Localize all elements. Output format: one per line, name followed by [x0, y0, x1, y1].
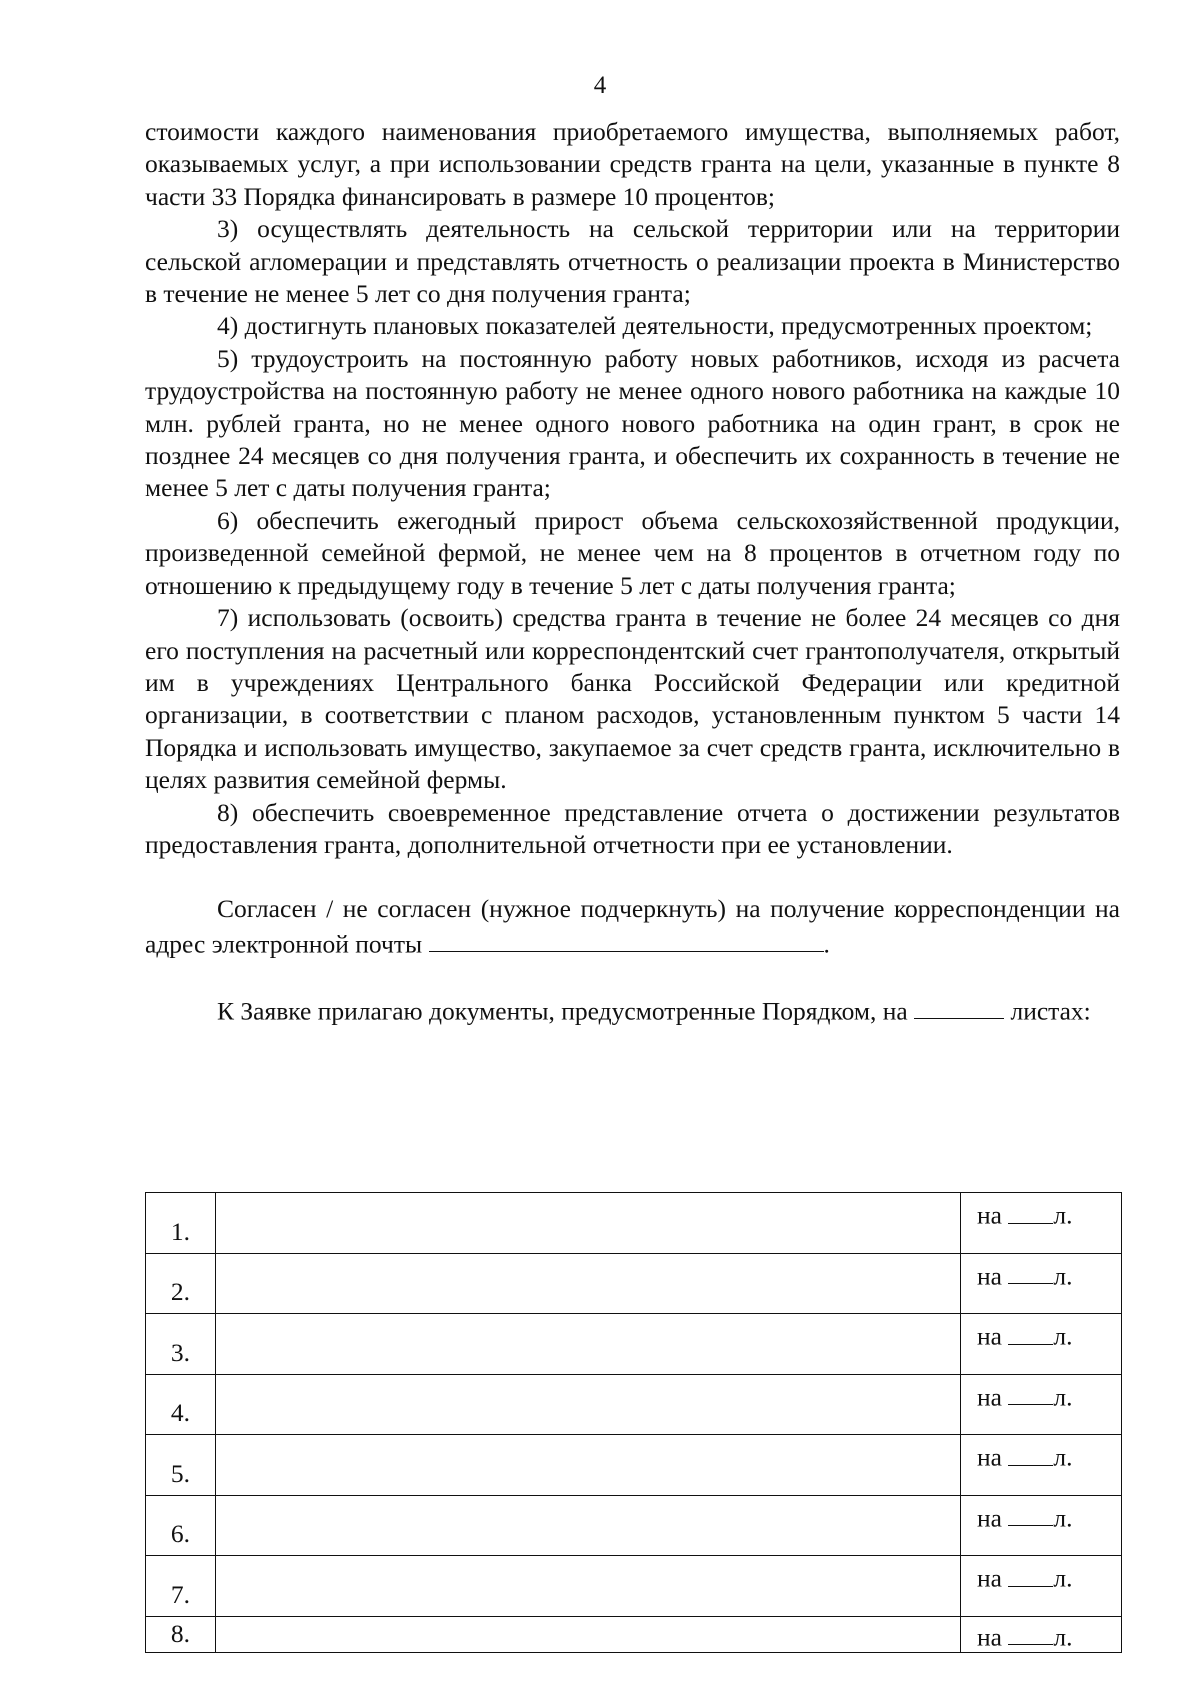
- table-row: [146, 1556, 1122, 1617]
- sheet-prefix: на: [977, 1622, 1002, 1651]
- sheet-count-blank[interactable]: [1008, 1439, 1053, 1466]
- paragraph-item-6: 6) обеспечить ежегодный прирост объема сельскохозяйственной продукции, произведенной семейной фермой, не менее чем на 8 процентов в отчетном году по отношению к предыдущему году в течение 5 лет с даты получения гранта;: [145, 505, 1120, 600]
- document-title-cell[interactable]: [215, 1616, 960, 1653]
- document-title-cell[interactable]: [215, 1435, 960, 1496]
- sheet-prefix: на: [977, 1382, 1002, 1411]
- sheet-suffix: л.: [1053, 1622, 1073, 1651]
- email-blank-line[interactable]: [429, 926, 824, 953]
- document-title-cell[interactable]: [215, 1193, 960, 1254]
- paragraph-item-8: 8) обеспечить своевременное представление отчета о достижении результатов предоставления гранта, дополнительной отчетности при ее установлении.: [145, 797, 1120, 859]
- table-row: [146, 1374, 1122, 1435]
- sheet-prefix: на: [977, 1200, 1002, 1230]
- table-row: [146, 1253, 1122, 1314]
- paragraph-item-7: 7) использовать (освоить) средства гранта в течение не более 24 месяцев со дня его поступления на расчетный или корреспондентский счет грантополучателя, открытый им в учреждениях Центрального банка Российской Федерации или кредитной организации, в соответствии с планом расходов, установленным пунктом 5 части 14 Порядка и использовать имущество, закупаемое за счет средств гранта, исключительно в целях развития семейной фермы.: [145, 603, 1120, 795]
- paragraph-item-3: 3) осуществлять деятельность на сельской территории или на территории сельской агломерации и представлять отчетность о реализации проекта в Министерство в течение не менее 5 лет со дня получения гранта;: [145, 214, 1120, 309]
- sheet-count-blank-line[interactable]: [914, 993, 1004, 1020]
- attachments-text: К Заявке прилагаю документы, предусмотренные Порядком, на: [217, 996, 908, 1026]
- row-number: 8.: [146, 1616, 216, 1653]
- row-number: 2.: [146, 1253, 216, 1314]
- document-title-cell[interactable]: [215, 1374, 960, 1435]
- sheet-count-blank[interactable]: [1008, 1379, 1053, 1406]
- sheet-count-blank[interactable]: [1008, 1258, 1053, 1285]
- document-title-cell[interactable]: [215, 1495, 960, 1556]
- row-number: 1.: [146, 1193, 216, 1254]
- sheet-prefix: на: [977, 1261, 1002, 1290]
- attachments-paragraph: [145, 993, 1120, 1028]
- document-title-cell[interactable]: [215, 1314, 960, 1375]
- sheet-suffix: л.: [1053, 1200, 1073, 1230]
- document-body: [145, 116, 1120, 1028]
- table-row: [146, 1616, 1122, 1653]
- sheet-prefix: на: [977, 1321, 1002, 1351]
- document-title-cell[interactable]: [215, 1253, 960, 1314]
- sheet-suffix: л.: [1053, 1563, 1073, 1593]
- consent-paragraph: [145, 893, 1120, 960]
- consent-end: .: [823, 929, 830, 959]
- sheet-prefix: на: [977, 1442, 1002, 1472]
- sheet-count-cell: [961, 1616, 1122, 1653]
- sheet-count-blank[interactable]: [1008, 1560, 1053, 1587]
- row-number: 6.: [146, 1495, 216, 1556]
- page-number: 4: [593, 72, 607, 99]
- sheet-count-cell: [961, 1374, 1122, 1435]
- row-number: 3.: [146, 1314, 216, 1375]
- sheet-count-blank[interactable]: [1008, 1619, 1053, 1646]
- sheet-count-cell: [961, 1495, 1122, 1556]
- table-row: [146, 1435, 1122, 1496]
- sheet-count-blank[interactable]: [1008, 1197, 1053, 1224]
- attachments-table: [145, 1192, 1122, 1653]
- spacer: [145, 961, 1120, 993]
- sheet-suffix: л.: [1053, 1261, 1073, 1290]
- sheet-count-cell: [961, 1314, 1122, 1375]
- table-row: [146, 1314, 1122, 1375]
- sheet-count-cell: [961, 1253, 1122, 1314]
- sheet-count-cell: [961, 1193, 1122, 1254]
- sheet-suffix: л.: [1053, 1321, 1073, 1351]
- sheet-count-blank[interactable]: [1008, 1500, 1053, 1527]
- paragraph-continuation: стоимости каждого наименования приобретаемого имущества, выполняемых работ, оказываемых услуг, а при использовании средств гранта на цели, указанные в пункте 8 части 33 Порядка финансировать в размере 10 процентов;: [145, 117, 1120, 211]
- consent-text: Согласен / не согласен (нужное подчеркнуть) на получение корреспонденции на адрес электронной почты: [145, 894, 1120, 959]
- sheet-count-cell: [961, 1556, 1122, 1617]
- spacer: [145, 861, 1120, 893]
- row-number: 5.: [146, 1435, 216, 1496]
- sheet-suffix: л.: [1053, 1382, 1073, 1411]
- sheet-suffix: л.: [1053, 1442, 1073, 1472]
- document-title-cell[interactable]: [215, 1556, 960, 1617]
- sheet-prefix: на: [977, 1563, 1002, 1593]
- sheet-count-cell: [961, 1435, 1122, 1496]
- sheet-suffix: л.: [1053, 1503, 1073, 1532]
- sheet-prefix: на: [977, 1503, 1002, 1532]
- paragraph-item-5: 5) трудоустроить на постоянную работу новых работников, исходя из расчета трудоустройства на постоянную работу не менее одного нового работника на каждые 10 млн. рублей гранта, но не менее одного нового работника на один грант, в срок не позднее 24 месяцев со дня получения гранта, и обеспечить их сохранность в течение не менее 5 лет с даты получения гранта;: [145, 343, 1120, 503]
- attachments-tail: листах:: [1010, 996, 1091, 1026]
- row-number: 7.: [146, 1556, 216, 1617]
- table-row: [146, 1495, 1122, 1556]
- row-number: 4.: [146, 1374, 216, 1435]
- paragraph-item-4: 4) достигнуть плановых показателей деятельности, предусмотренных проектом;: [217, 311, 1093, 341]
- table-row: [146, 1193, 1122, 1254]
- sheet-count-blank[interactable]: [1008, 1318, 1053, 1345]
